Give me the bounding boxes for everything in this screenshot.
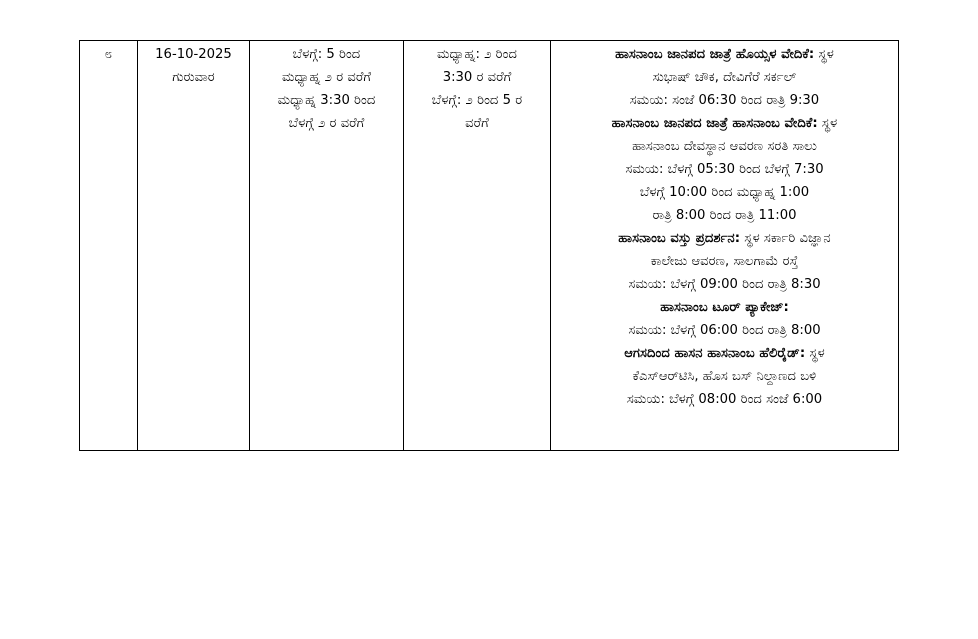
timing-line: ಮಧ್ಯಾಹ್ನ 3:30 ರಿಂದ [277, 93, 376, 108]
event-place: ಸ್ಥಳ ಸರ್ಕಾರಿ ವಿಜ್ಞಾನ [744, 231, 831, 246]
event-place: ಸ್ಥಳ [818, 47, 834, 62]
timing-cell-1 [250, 41, 404, 451]
event-place-line: ಹಾಸನಾಂಬ ದೇವಸ್ಥಾನ ಆವರಣ ಸರತಿ ಸಾಲು [632, 139, 817, 154]
timing-line: ಬೆಳಗ್ಗೆ: ೨ ರಿಂದ 5 ರ [431, 93, 523, 108]
event-time-line: ಸಮಯ: ಬೆಳಗ್ಗೆ 08:00 ರಿಂದ ಸಂಜೆ 6:00 [626, 392, 823, 407]
schedule-table [79, 40, 899, 451]
serial-cell [80, 41, 138, 451]
serial-number: ೮ [104, 47, 113, 62]
timing-line: ಬೆಳಗ್ಗೆ ೨ ರ ವರೆಗೆ [288, 116, 365, 131]
event-title: ಹಾಸನಾಂಬ ಟೂರ್ ಪ್ಯಾಕೇಜ್: [660, 300, 789, 315]
event-title: ಹಾಸನಾಂಬ ಜಾನಪದ ಜಾತ್ರೆ ಹೊಯ್ಸಳ ವೇದಿಕೆ: [615, 47, 815, 62]
timing-line: 3:30 ರ ವರೆಗೆ [442, 70, 512, 85]
event-place: ಸ್ಥಳ [809, 346, 825, 361]
event-time-line: ಬೆಳಗ್ಗೆ 10:00 ರಿಂದ ಮಧ್ಯಾಹ್ನ 1:00 [639, 185, 810, 200]
event-place: ಸ್ಥಳ [821, 116, 838, 131]
event-time-line: ಸಮಯ: ಬೆಳಗ್ಗೆ 05:30 ರಿಂದ ಬೆಳಗ್ಗೆ 7:30 [625, 162, 824, 177]
date-text: 16-10-2025 [155, 47, 232, 62]
event-place-line: ಕಾಲೇಜು ಆವರಣ, ಸಾಲಗಾಮೆ ರಸ್ತೆ [650, 254, 799, 269]
event-title: ಹಾಸನಾಂಬ ಜಾನಪದ ಜಾತ್ರೆ ಹಾಸನಾಂಬ ವೇದಿಕೆ: [611, 116, 818, 131]
date-cell [138, 41, 250, 451]
event-title-line [554, 342, 895, 365]
event-time-line: ಸಮಯ: ಬೆಳಗ್ಗೆ 06:00 ರಿಂದ ರಾತ್ರಿ 8:00 [628, 323, 821, 338]
event-time-line: ಸಮಯ: ಸಂಜೆ 06:30 ರಿಂದ ರಾತ್ರಿ 9:30 [629, 93, 820, 108]
event-time-line: ರಾತ್ರಿ 8:00 ರಿಂದ ರಾತ್ರಿ 11:00 [652, 208, 797, 223]
event-time-line: ಸಮಯ: ಬೆಳಗ್ಗೆ 09:00 ರಿಂದ ರಾತ್ರಿ 8:30 [628, 277, 821, 292]
events-cell [551, 41, 899, 451]
timing-cell-2 [404, 41, 551, 451]
event-title: ಆಗಸದಿಂದ ಹಾಸನ ಹಾಸನಾಂಬ ಹೆಲಿರೈಡ್: [624, 346, 806, 361]
timing-line: ಮಧ್ಯಾಹ್ನ: ೨ ರಿಂದ [437, 47, 517, 62]
event-title-line [554, 112, 895, 135]
timing-line: ವರೆಗೆ [465, 116, 489, 131]
day-text: ಗುರುವಾರ [172, 70, 215, 85]
table-row [80, 41, 899, 451]
event-place-line: ಕೆಎಸ್‌ಆರ್‌ಟಿಸಿ, ಹೊಸ ಬಸ್ ನಿಲ್ದಾಣದ ಬಳಿ [632, 369, 817, 384]
event-title-line [554, 227, 895, 250]
timing-line: ಮಧ್ಯಾಹ್ನ ೨ ರ ವರೆಗೆ [281, 70, 372, 85]
event-place-line: ಸುಭಾಷ್ ಚೌಕ, ದೇವಿಗೆರೆ ಸರ್ಕಲ್ [652, 70, 797, 85]
timing-line: ಬೆಳಗ್ಗೆ: 5 ರಿಂದ [292, 47, 361, 62]
event-title-line [554, 43, 895, 66]
event-title: ಹಾಸನಾಂಬ ವಸ್ತು ಪ್ರದರ್ಶನ: [618, 231, 741, 246]
